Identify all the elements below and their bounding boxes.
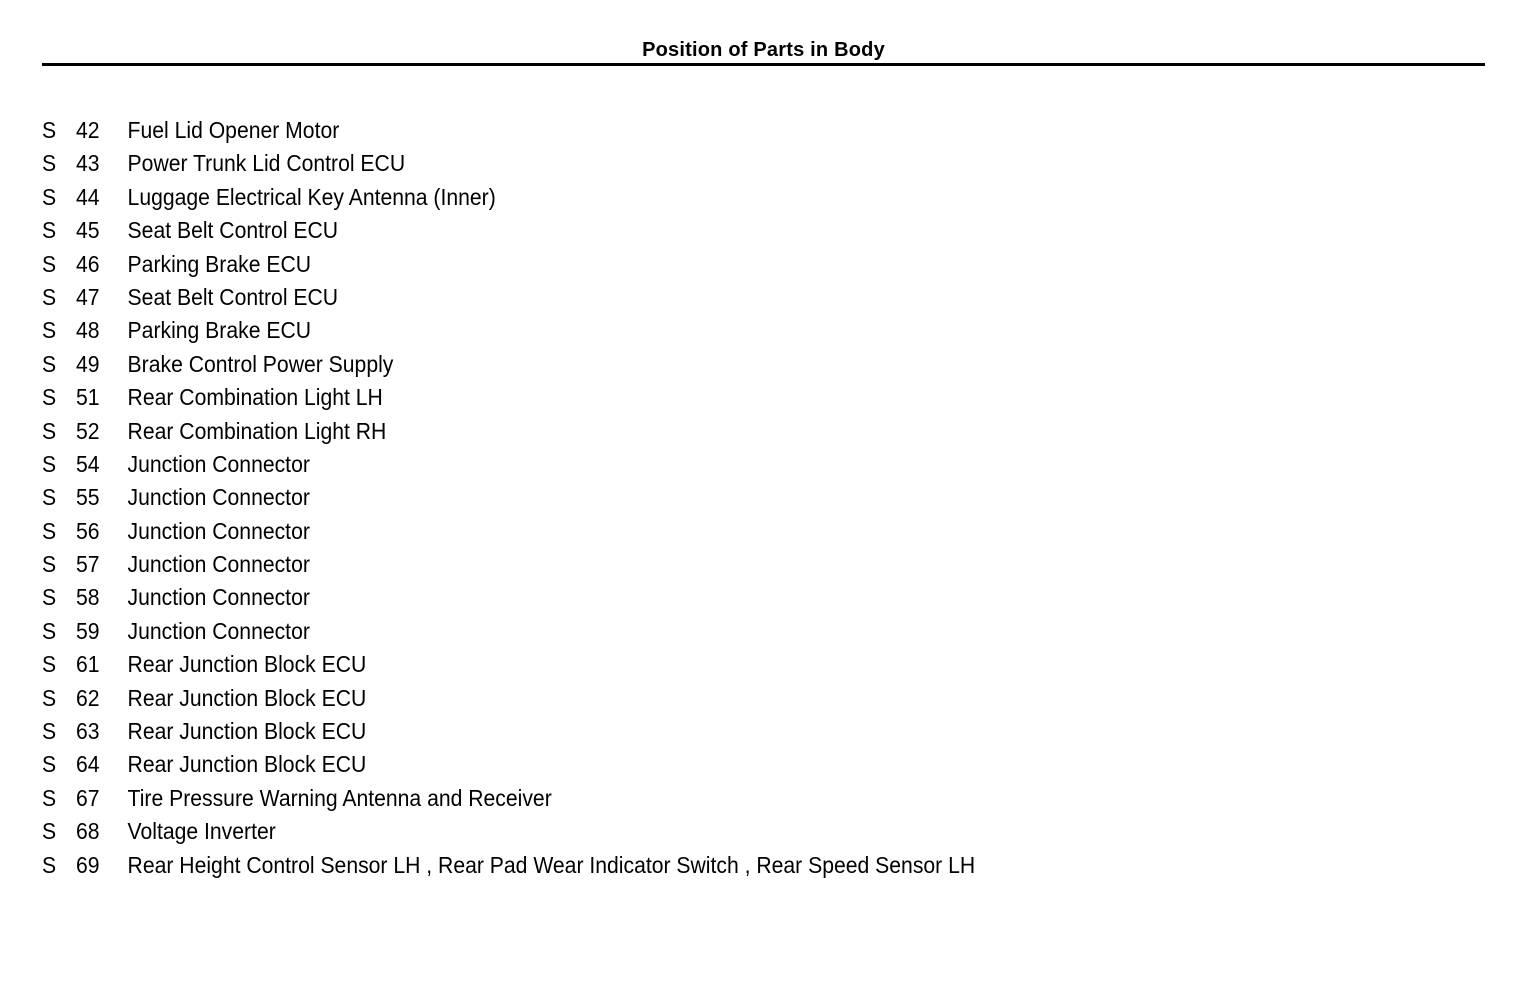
part-prefix: S (42, 551, 57, 578)
part-prefix: S (42, 617, 57, 644)
part-name: Rear Junction Block ECU (127, 718, 367, 745)
part-name: Junction Connector (127, 450, 310, 477)
part-prefix: S (42, 350, 57, 377)
part-prefix: S (42, 818, 57, 845)
part-prefix: S (42, 450, 57, 477)
part-prefix: S (42, 517, 57, 544)
part-name: Rear Junction Block ECU (127, 684, 367, 711)
part-name: Parking Brake ECU (127, 250, 312, 277)
page-header (42, 36, 1485, 68)
part-prefix: S (42, 751, 57, 778)
part-number: 48 (76, 317, 100, 344)
part-name: Fuel Lid Opener Motor (127, 117, 340, 143)
part-prefix: S (42, 417, 57, 444)
part-prefix: S (42, 584, 57, 611)
part-name: Rear Junction Block ECU (127, 751, 367, 778)
part-number: 46 (76, 250, 100, 277)
part-number: 55 (76, 484, 100, 511)
part-prefix: S (42, 651, 57, 678)
part-number: 51 (76, 384, 100, 411)
part-name: Junction Connector (127, 551, 310, 578)
part-name: Brake Control Power Supply (127, 350, 394, 377)
part-name: Seat Belt Control ECU (127, 283, 339, 310)
part-number: 69 (76, 851, 100, 878)
part-prefix: S (42, 784, 57, 811)
part-prefix: S (42, 317, 57, 344)
part-number: 68 (76, 818, 100, 845)
part-number: 59 (76, 617, 100, 644)
part-name: Parking Brake ECU (127, 317, 312, 344)
part-name: Junction Connector (127, 617, 310, 644)
part-prefix: S (42, 183, 57, 210)
part-name: Luggage Electrical Key Antenna (Inner) (127, 183, 496, 210)
part-number: 63 (76, 718, 100, 745)
part-prefix: S (42, 851, 57, 878)
header-divider (42, 63, 1485, 66)
part-name: Seat Belt Control ECU (127, 217, 339, 244)
part-name: Rear Combination Light LH (127, 384, 383, 411)
part-number: 57 (76, 551, 100, 578)
part-number: 52 (76, 417, 100, 444)
part-prefix: S (42, 484, 57, 511)
part-number: 44 (76, 183, 100, 210)
part-name: Power Trunk Lid Control ECU (127, 150, 406, 177)
part-name: Junction Connector (127, 517, 310, 544)
part-name: Junction Connector (127, 484, 310, 511)
part-number: 54 (76, 450, 100, 477)
part-prefix: S (42, 283, 57, 310)
part-name: Rear Combination Light RH (127, 417, 387, 444)
part-number: 56 (76, 517, 100, 544)
part-prefix: S (42, 150, 57, 177)
part-prefix: S (42, 217, 57, 244)
page-title: Position of Parts in Body (642, 39, 885, 61)
part-number: 47 (76, 283, 100, 310)
part-name: Tire Pressure Warning Antenna and Receiver (127, 784, 552, 811)
part-number: 67 (76, 784, 100, 811)
part-prefix: S (42, 117, 57, 143)
part-number: 45 (76, 217, 100, 244)
part-number: 61 (76, 651, 100, 678)
part-name: Voltage Inverter (127, 818, 276, 845)
part-name: Junction Connector (127, 584, 310, 611)
part-name: Rear Junction Block ECU (127, 651, 367, 678)
part-number: 58 (76, 584, 100, 611)
part-name: Rear Height Control Sensor LH , Rear Pad Wear Indicator Switch , Rear Speed Sensor LH (127, 851, 976, 878)
part-prefix: S (42, 718, 57, 745)
part-number: 62 (76, 684, 100, 711)
part-prefix: S (42, 250, 57, 277)
part-prefix: S (42, 384, 57, 411)
part-number: 43 (76, 150, 100, 177)
part-number: 49 (76, 350, 100, 377)
part-number: 64 (76, 751, 100, 778)
part-prefix: S (42, 684, 57, 711)
part-number: 42 (76, 117, 100, 143)
